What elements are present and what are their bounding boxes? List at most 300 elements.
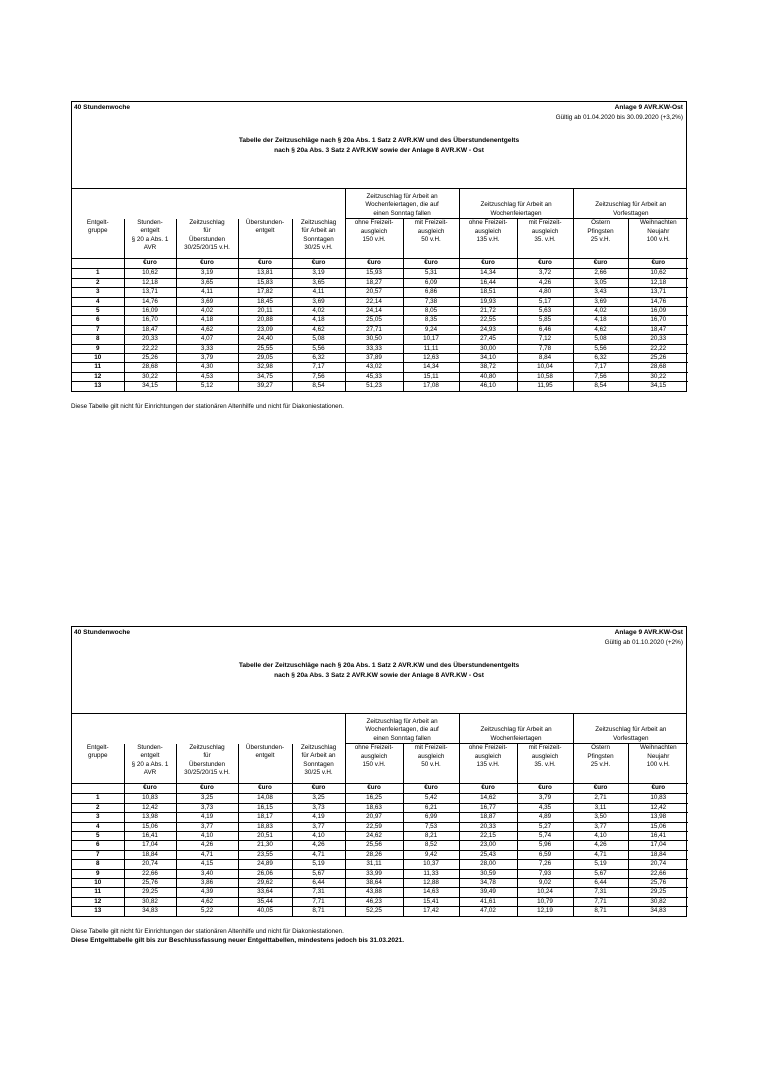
value-cell: 38,64 bbox=[345, 879, 403, 888]
table-row bbox=[72, 278, 688, 287]
value-cell: 10,24 bbox=[517, 888, 573, 897]
value-cell: 47,02 bbox=[459, 907, 517, 916]
table-title-line-2: nach § 20a Abs. 3 Satz 2 AVR.KW sowie der Anlage 8 AVR.KW - Ost bbox=[274, 147, 484, 154]
value-cell: 4,62 bbox=[176, 897, 238, 906]
value-cell: 34,75 bbox=[238, 372, 292, 381]
value-cell: 5,56 bbox=[573, 344, 628, 353]
value-cell: 12,18 bbox=[124, 278, 176, 287]
value-cell: 18,45 bbox=[238, 297, 292, 306]
value-cell: 33,64 bbox=[238, 888, 292, 897]
value-cell: 29,05 bbox=[238, 354, 292, 363]
table-row bbox=[72, 344, 688, 353]
value-cell: 13,71 bbox=[628, 288, 688, 297]
value-cell: 6,44 bbox=[573, 879, 628, 888]
value-cell: 13,71 bbox=[124, 288, 176, 297]
table-title-line-2: nach § 20a Abs. 3 Satz 2 AVR.KW sowie der Anlage 8 AVR.KW - Ost bbox=[274, 672, 484, 679]
value-cell: 22,66 bbox=[124, 869, 176, 878]
value-cell: 20,74 bbox=[628, 860, 688, 869]
value-cell: 16,15 bbox=[238, 803, 292, 812]
value-cell: 3,79 bbox=[517, 794, 573, 803]
value-cell: 5,74 bbox=[517, 831, 573, 840]
col-header-christmas-newyear: Weihnachten Neujahr 100 v.H. bbox=[628, 219, 688, 253]
col-header-sunday-holiday-without-comp: ohne Freizeit- ausgleich 150 v.H. bbox=[345, 219, 403, 253]
surcharge-table bbox=[72, 189, 688, 391]
group-sunday-holiday: Zeitzuschlag für Arbeit an Wochenfeiertagen, die auf einen Sonntag fallen bbox=[345, 714, 459, 744]
table-title-line-1: Tabelle der Zeitzuschläge nach § 20a Abs. 1 Satz 2 AVR.KW und des Überstundenentgelts bbox=[238, 137, 520, 144]
table-row bbox=[72, 316, 688, 325]
value-cell: 5,96 bbox=[517, 841, 573, 850]
value-cell: 20,74 bbox=[124, 860, 176, 869]
value-cell: 39,27 bbox=[238, 382, 292, 391]
surcharge-table-block-october-2020 bbox=[71, 626, 687, 944]
value-cell: 45,33 bbox=[345, 372, 403, 381]
value-cell: 18,47 bbox=[124, 325, 176, 334]
value-cell: 16,25 bbox=[345, 794, 403, 803]
value-cell: 34,83 bbox=[628, 907, 688, 916]
value-cell: 3,86 bbox=[176, 879, 238, 888]
value-cell: 4,10 bbox=[573, 831, 628, 840]
value-cell: 4,89 bbox=[517, 813, 573, 822]
pay-group-cell: 10 bbox=[72, 879, 124, 888]
value-cell: 7,56 bbox=[573, 372, 628, 381]
value-cell: 26,06 bbox=[238, 869, 292, 878]
value-cell: 3,77 bbox=[176, 822, 238, 831]
pay-group-cell: 11 bbox=[72, 363, 124, 372]
value-cell: 5,42 bbox=[403, 794, 459, 803]
col-header-sunday-holiday-with-comp: mit Freizeit- ausgleich 50 v.H. bbox=[403, 744, 459, 778]
value-cell: 10,58 bbox=[517, 372, 573, 381]
table-row bbox=[72, 879, 688, 888]
value-cell: 34,83 bbox=[124, 907, 176, 916]
column-header-row bbox=[72, 219, 688, 253]
value-cell: 5,17 bbox=[517, 297, 573, 306]
value-cell: 13,98 bbox=[628, 813, 688, 822]
value-cell: 4,18 bbox=[573, 316, 628, 325]
value-cell: 29,62 bbox=[238, 879, 292, 888]
value-cell: 28,00 bbox=[459, 860, 517, 869]
value-cell: 4,26 bbox=[292, 841, 345, 850]
value-cell: 10,17 bbox=[403, 335, 459, 344]
value-cell: 7,17 bbox=[573, 363, 628, 372]
value-cell: 7,31 bbox=[292, 888, 345, 897]
value-cell: 3,33 bbox=[176, 344, 238, 353]
pay-group-cell: 5 bbox=[72, 831, 124, 840]
value-cell: 4,71 bbox=[573, 850, 628, 859]
value-cell: 15,83 bbox=[238, 278, 292, 287]
table-row bbox=[72, 297, 688, 306]
value-cell: 4,18 bbox=[176, 316, 238, 325]
value-cell: 7,31 bbox=[573, 888, 628, 897]
value-cell: 12,19 bbox=[517, 907, 573, 916]
value-cell: 4,62 bbox=[292, 325, 345, 334]
pay-group-cell: 6 bbox=[72, 316, 124, 325]
value-cell: 3,19 bbox=[292, 269, 345, 278]
table-row bbox=[72, 325, 688, 334]
value-cell: 3,69 bbox=[292, 297, 345, 306]
value-cell: 16,41 bbox=[124, 831, 176, 840]
value-cell: 33,99 bbox=[345, 869, 403, 878]
value-cell: 29,25 bbox=[124, 888, 176, 897]
value-cell: 22,15 bbox=[459, 831, 517, 840]
value-cell: 20,97 bbox=[345, 813, 403, 822]
value-cell: 6,32 bbox=[573, 354, 628, 363]
value-cell: 18,83 bbox=[238, 822, 292, 831]
value-cell: 6,44 bbox=[292, 879, 345, 888]
value-cell: 40,05 bbox=[238, 907, 292, 916]
value-cell: 30,22 bbox=[124, 372, 176, 381]
value-cell: 10,37 bbox=[403, 860, 459, 869]
value-cell: 6,32 bbox=[292, 354, 345, 363]
value-cell: 3,50 bbox=[573, 813, 628, 822]
group-holiday: Zeitzuschlag für Arbeit an Wochenfeiertagen bbox=[459, 714, 573, 744]
value-cell: 18,87 bbox=[459, 813, 517, 822]
value-cell: 6,09 bbox=[403, 278, 459, 287]
value-cell: 8,52 bbox=[403, 841, 459, 850]
table-row bbox=[72, 382, 688, 391]
table-row bbox=[72, 363, 688, 372]
value-cell: 20,33 bbox=[124, 335, 176, 344]
pay-group-cell: 3 bbox=[72, 288, 124, 297]
value-cell: 4,53 bbox=[176, 372, 238, 381]
value-cell: 25,26 bbox=[124, 354, 176, 363]
value-cell: 5,08 bbox=[573, 335, 628, 344]
pay-group-cell: 2 bbox=[72, 803, 124, 812]
value-cell: 13,98 bbox=[124, 813, 176, 822]
col-header-overtime-surcharge: Zeitzuschlag für Überstunden 30/25/20/15 v.H. bbox=[176, 219, 238, 253]
value-cell: 14,34 bbox=[403, 363, 459, 372]
value-cell: 17,82 bbox=[238, 288, 292, 297]
value-cell: 46,23 bbox=[345, 897, 403, 906]
value-cell: 7,78 bbox=[517, 344, 573, 353]
col-header-hourly-pay: Stunden- entgelt § 20 a Abs. 1 AVR bbox=[124, 219, 176, 253]
value-cell: 14,76 bbox=[124, 297, 176, 306]
value-cell: 16,70 bbox=[124, 316, 176, 325]
value-cell: 8,71 bbox=[292, 907, 345, 916]
group-header-row bbox=[72, 189, 688, 219]
value-cell: 34,10 bbox=[459, 354, 517, 363]
value-cell: 19,93 bbox=[459, 297, 517, 306]
pay-group-cell: 6 bbox=[72, 841, 124, 850]
col-header-overtime-surcharge: Zeitzuschlag für Überstunden 30/25/20/15 v.H. bbox=[176, 744, 238, 778]
value-cell: 3,40 bbox=[176, 869, 238, 878]
value-cell: 4,30 bbox=[176, 363, 238, 372]
value-cell: 5,67 bbox=[292, 869, 345, 878]
pay-group-cell: 2 bbox=[72, 278, 124, 287]
value-cell: 3,73 bbox=[292, 803, 345, 812]
value-cell: 3,43 bbox=[573, 288, 628, 297]
pay-group-cell: 8 bbox=[72, 860, 124, 869]
value-cell: 3,77 bbox=[573, 822, 628, 831]
value-cell: 18,27 bbox=[345, 278, 403, 287]
col-header-overtime-pay: Überstunden- entgelt bbox=[238, 219, 292, 253]
value-cell: 8,54 bbox=[292, 382, 345, 391]
pay-group-cell: 12 bbox=[72, 372, 124, 381]
value-cell: 24,62 bbox=[345, 831, 403, 840]
table-footnote: Diese Tabelle gilt nicht für Einrichtungen der stationären Altenhilfe und nicht für Diakoniestationen. bbox=[71, 403, 344, 410]
pay-group-cell: 9 bbox=[72, 344, 124, 353]
value-cell: 3,73 bbox=[176, 803, 238, 812]
value-cell: 16,41 bbox=[628, 831, 688, 840]
value-cell: 31,11 bbox=[345, 860, 403, 869]
value-cell: 8,35 bbox=[403, 316, 459, 325]
value-cell: 25,56 bbox=[345, 841, 403, 850]
value-cell: 5,22 bbox=[176, 907, 238, 916]
group-sunday-holiday: Zeitzuschlag für Arbeit an Wochenfeiertagen, die auf einen Sonntag fallen bbox=[345, 189, 459, 219]
value-cell: 3,69 bbox=[573, 297, 628, 306]
value-cell: 38,72 bbox=[459, 363, 517, 372]
value-cell: 14,62 bbox=[459, 794, 517, 803]
value-cell: 20,33 bbox=[628, 335, 688, 344]
value-cell: 22,14 bbox=[345, 297, 403, 306]
value-cell: 25,76 bbox=[628, 879, 688, 888]
value-cell: 17,08 bbox=[403, 382, 459, 391]
value-cell: 29,25 bbox=[628, 888, 688, 897]
pay-group-cell: 8 bbox=[72, 335, 124, 344]
validity-label: Gültig ab 01.10.2020 (+2%) bbox=[604, 639, 683, 646]
annex-label: Anlage 9 AVR.KW-Ost bbox=[614, 104, 683, 111]
table-row bbox=[72, 869, 688, 878]
value-cell: 27,45 bbox=[459, 335, 517, 344]
value-cell: 18,84 bbox=[628, 850, 688, 859]
value-cell: 22,55 bbox=[459, 316, 517, 325]
value-cell: 4,10 bbox=[176, 831, 238, 840]
column-header-row bbox=[72, 744, 688, 778]
table-row bbox=[72, 288, 688, 297]
value-cell: 10,83 bbox=[628, 794, 688, 803]
value-cell: 30,50 bbox=[345, 335, 403, 344]
pay-group-cell: 4 bbox=[72, 822, 124, 831]
col-header-overtime-pay: Überstunden- entgelt bbox=[238, 744, 292, 778]
table-row bbox=[72, 860, 688, 869]
value-cell: 2,71 bbox=[573, 794, 628, 803]
value-cell: 16,70 bbox=[628, 316, 688, 325]
value-cell: 7,93 bbox=[517, 869, 573, 878]
currency-unit-row: €uro €uro €uro €uro €uro €uro €uro €uro €uro €uro bbox=[72, 784, 688, 794]
group-pre-holiday: Zeitzuschlag für Arbeit an Vorfesttagen bbox=[573, 714, 688, 744]
annex-label: Anlage 9 AVR.KW-Ost bbox=[614, 629, 683, 636]
value-cell: 35,44 bbox=[238, 897, 292, 906]
value-cell: 4,02 bbox=[292, 306, 345, 315]
value-cell: 28,68 bbox=[628, 363, 688, 372]
value-cell: 4,80 bbox=[517, 288, 573, 297]
value-cell: 18,47 bbox=[628, 325, 688, 334]
col-header-christmas-newyear: Weihnachten Neujahr 100 v.H. bbox=[628, 744, 688, 778]
table-row bbox=[72, 372, 688, 381]
value-cell: 41,61 bbox=[459, 897, 517, 906]
col-header-sunday-surcharge: Zeitzuschlag für Arbeit an Sonntagen 30/25 v.H. bbox=[292, 219, 345, 253]
table-row bbox=[72, 803, 688, 812]
value-cell: 2,66 bbox=[573, 269, 628, 278]
value-cell: 15,93 bbox=[345, 269, 403, 278]
value-cell: 14,34 bbox=[459, 269, 517, 278]
value-cell: 15,06 bbox=[628, 822, 688, 831]
pay-group-cell: 11 bbox=[72, 888, 124, 897]
pay-group-cell: 7 bbox=[72, 325, 124, 334]
pay-group-cell: 3 bbox=[72, 813, 124, 822]
value-cell: 6,21 bbox=[403, 803, 459, 812]
col-header-sunday-surcharge: Zeitzuschlag für Arbeit an Sonntagen 30/25 v.H. bbox=[292, 744, 345, 778]
value-cell: 5,63 bbox=[517, 306, 573, 315]
value-cell: 12,42 bbox=[628, 803, 688, 812]
value-cell: 15,41 bbox=[403, 897, 459, 906]
value-cell: 5,27 bbox=[517, 822, 573, 831]
value-cell: 30,59 bbox=[459, 869, 517, 878]
value-cell: 20,88 bbox=[238, 316, 292, 325]
currency-unit-row: €uro €uro €uro €uro €uro €uro €uro €uro €uro €uro bbox=[72, 259, 688, 269]
table-title bbox=[72, 136, 686, 156]
value-cell: 30,82 bbox=[628, 897, 688, 906]
value-cell: 30,22 bbox=[628, 372, 688, 381]
value-cell: 4,15 bbox=[176, 860, 238, 869]
value-cell: 5,19 bbox=[292, 860, 345, 869]
value-cell: 3,65 bbox=[292, 278, 345, 287]
value-cell: 22,22 bbox=[124, 344, 176, 353]
pay-group-cell: 10 bbox=[72, 354, 124, 363]
value-cell: 10,62 bbox=[124, 269, 176, 278]
value-cell: 30,00 bbox=[459, 344, 517, 353]
value-cell: 6,99 bbox=[403, 813, 459, 822]
value-cell: 22,59 bbox=[345, 822, 403, 831]
value-cell: 12,18 bbox=[628, 278, 688, 287]
value-cell: 4,07 bbox=[176, 335, 238, 344]
table-frame bbox=[71, 101, 687, 392]
value-cell: 4,26 bbox=[573, 841, 628, 850]
value-cell: 16,09 bbox=[124, 306, 176, 315]
value-cell: 51,23 bbox=[345, 382, 403, 391]
value-cell: 16,44 bbox=[459, 278, 517, 287]
value-cell: 3,05 bbox=[573, 278, 628, 287]
value-cell: 8,05 bbox=[403, 306, 459, 315]
value-cell: 22,66 bbox=[628, 869, 688, 878]
value-cell: 10,83 bbox=[124, 794, 176, 803]
table-header bbox=[72, 102, 686, 189]
value-cell: 17,04 bbox=[628, 841, 688, 850]
value-cell: 34,15 bbox=[124, 382, 176, 391]
col-header-holiday-with-comp: mit Freizeit- ausgleich 35. v.H. bbox=[517, 744, 573, 778]
value-cell: 37,89 bbox=[345, 354, 403, 363]
value-cell: 12,63 bbox=[403, 354, 459, 363]
value-cell: 52,25 bbox=[345, 907, 403, 916]
table-row bbox=[72, 306, 688, 315]
col-header-pay-group: Entgelt- gruppe bbox=[86, 743, 109, 760]
value-cell: 17,04 bbox=[124, 841, 176, 850]
value-cell: 7,17 bbox=[292, 363, 345, 372]
value-cell: 7,12 bbox=[517, 335, 573, 344]
value-cell: 5,31 bbox=[403, 269, 459, 278]
value-cell: 11,11 bbox=[403, 344, 459, 353]
value-cell: 22,22 bbox=[628, 344, 688, 353]
value-cell: 6,59 bbox=[517, 850, 573, 859]
table-row bbox=[72, 335, 688, 344]
value-cell: 4,35 bbox=[517, 803, 573, 812]
value-cell: 12,42 bbox=[124, 803, 176, 812]
col-header-holiday-without-comp: ohne Freizeit- ausgleich 135 v.H. bbox=[459, 219, 517, 253]
value-cell: 7,38 bbox=[403, 297, 459, 306]
value-cell: 46,10 bbox=[459, 382, 517, 391]
value-cell: 27,71 bbox=[345, 325, 403, 334]
table-row bbox=[72, 813, 688, 822]
value-cell: 23,00 bbox=[459, 841, 517, 850]
col-header-pay-group: Entgelt- gruppe bbox=[86, 218, 109, 235]
pay-group-cell: 1 bbox=[72, 794, 124, 803]
pay-group-cell: 5 bbox=[72, 306, 124, 315]
value-cell: 25,43 bbox=[459, 850, 517, 859]
value-cell: 9,24 bbox=[403, 325, 459, 334]
value-cell: 18,17 bbox=[238, 813, 292, 822]
value-cell: 6,46 bbox=[517, 325, 573, 334]
value-cell: 3,25 bbox=[176, 794, 238, 803]
value-cell: 40,80 bbox=[459, 372, 517, 381]
value-cell: 3,79 bbox=[176, 354, 238, 363]
value-cell: 18,84 bbox=[124, 850, 176, 859]
table-row bbox=[72, 269, 688, 278]
value-cell: 3,72 bbox=[517, 269, 573, 278]
value-cell: 25,76 bbox=[124, 879, 176, 888]
value-cell: 10,62 bbox=[628, 269, 688, 278]
value-cell: 28,68 bbox=[124, 363, 176, 372]
group-pre-holiday: Zeitzuschlag für Arbeit an Vorfesttagen bbox=[573, 189, 688, 219]
value-cell: 8,21 bbox=[403, 831, 459, 840]
value-cell: 7,56 bbox=[292, 372, 345, 381]
value-cell: 11,33 bbox=[403, 869, 459, 878]
value-cell: 4,26 bbox=[176, 841, 238, 850]
value-cell: 4,11 bbox=[176, 288, 238, 297]
value-cell: 32,98 bbox=[238, 363, 292, 372]
value-cell: 4,71 bbox=[292, 850, 345, 859]
value-cell: 25,26 bbox=[628, 354, 688, 363]
group-header-row bbox=[72, 714, 688, 744]
value-cell: 9,02 bbox=[517, 879, 573, 888]
value-cell: 25,55 bbox=[238, 344, 292, 353]
value-cell: 8,84 bbox=[517, 354, 573, 363]
value-cell: 8,54 bbox=[573, 382, 628, 391]
col-header-sunday-holiday-without-comp: ohne Freizeit- ausgleich 150 v.H. bbox=[345, 744, 403, 778]
group-holiday: Zeitzuschlag für Arbeit an Wochenfeiertagen bbox=[459, 189, 573, 219]
value-cell: 5,85 bbox=[517, 316, 573, 325]
value-cell: 14,76 bbox=[628, 297, 688, 306]
value-cell: 24,89 bbox=[238, 860, 292, 869]
weekly-hours-label: 40 Stundenwoche bbox=[74, 104, 131, 111]
value-cell: 7,71 bbox=[292, 897, 345, 906]
value-cell: 4,19 bbox=[292, 813, 345, 822]
weekly-hours-label: 40 Stundenwoche bbox=[74, 629, 131, 636]
value-cell: 14,63 bbox=[403, 888, 459, 897]
value-cell: 16,09 bbox=[628, 306, 688, 315]
value-cell: 34,15 bbox=[628, 382, 688, 391]
value-cell: 4,26 bbox=[517, 278, 573, 287]
table-body bbox=[72, 794, 688, 916]
pay-group-cell: 9 bbox=[72, 869, 124, 878]
value-cell: 5,19 bbox=[573, 860, 628, 869]
table-row bbox=[72, 822, 688, 831]
table-row bbox=[72, 907, 688, 916]
value-cell: 5,67 bbox=[573, 869, 628, 878]
value-cell: 7,71 bbox=[573, 897, 628, 906]
value-cell: 34,78 bbox=[459, 879, 517, 888]
value-cell: 4,18 bbox=[292, 316, 345, 325]
table-row bbox=[72, 354, 688, 363]
value-cell: 5,56 bbox=[292, 344, 345, 353]
value-cell: 24,14 bbox=[345, 306, 403, 315]
value-cell: 23,55 bbox=[238, 850, 292, 859]
pay-group-cell: 13 bbox=[72, 907, 124, 916]
value-cell: 43,88 bbox=[345, 888, 403, 897]
value-cell: 20,33 bbox=[459, 822, 517, 831]
value-cell: 4,02 bbox=[176, 306, 238, 315]
table-title-line-1: Tabelle der Zeitzuschläge nach § 20a Abs. 1 Satz 2 AVR.KW und des Überstundenentgelts bbox=[238, 662, 520, 669]
value-cell: 6,86 bbox=[403, 288, 459, 297]
value-cell: 23,09 bbox=[238, 325, 292, 334]
